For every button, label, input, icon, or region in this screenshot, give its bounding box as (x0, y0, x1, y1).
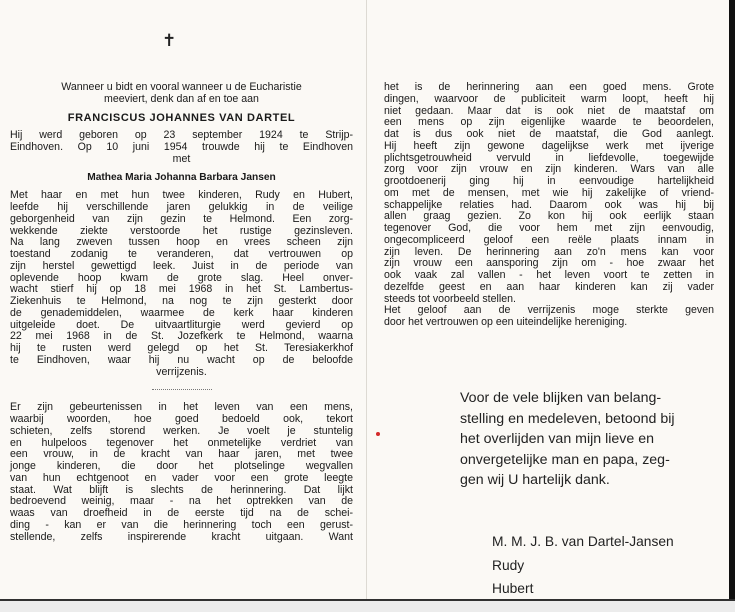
thanks-line: het overlijden van mijn lieve en (460, 431, 655, 448)
biography (10, 190, 353, 378)
reflection-line: waarbij woorden, hoe goed bedoeld ook, tekort (10, 413, 353, 425)
spouse-name: Mathea Maria Johanna Barbara Jansen (87, 171, 276, 183)
bio-line: wekkende ziekte verstoorde het rustige gezinsleven. (10, 224, 353, 237)
birth-line: met (172, 152, 191, 165)
right-line: steeds tot voorbeeld stellen. (384, 292, 516, 305)
right-line: grootdoenerij ging hij in eenvoudige hartelijkheid (384, 175, 714, 187)
thanks-line: onvergetelijke man en papa, zeg- (460, 451, 670, 468)
bio-line: de genademiddelen, waarmee de kerk haar kinderen (10, 306, 353, 319)
bio-line: verrijzenis. (156, 365, 207, 378)
bio-line: leefde hij verschillende jaren gelukkig in de veilige (10, 201, 353, 213)
signatories (492, 530, 674, 601)
right-line: allen graag gezien. Zo kon hij ook eerlijk staan (384, 210, 714, 223)
birth-line: Hij werd geboren op 23 september 1924 te Strijp- (10, 129, 353, 142)
closing-line: Het geloof aan de verrijzenis moge sterkte geven (384, 304, 714, 317)
thanks-line: gen wij U hartelijk dank. (460, 472, 610, 489)
bio-line: Na lang zweven tussen hoop en vrees scheen zijn (10, 236, 353, 249)
right-page (384, 82, 714, 329)
reflection-line: staat. Wat blijft is slechts de herinnering. Dat lijkt (10, 483, 353, 496)
reflection-line: en hulpeloos tegenover het onmetelijke verdriet van (10, 436, 353, 449)
scan-edge-bottom (0, 599, 735, 612)
section-divider (152, 389, 212, 390)
signer-name: M. M. J. B. van Dartel-Jansen (492, 534, 674, 549)
left-page (10, 82, 353, 543)
red-dot-mark (376, 432, 380, 436)
bio-line: zijn herstel gewettigd leek. Juist in de periode van (10, 259, 353, 272)
birth-line: Eindhoven. Op 10 juni 1954 trouwde hij te Eindhoven (10, 141, 353, 153)
right-line: dezelfde geest en aan haar kinderen kan zij vader (384, 280, 714, 293)
right-line: dingen, waarvoor de publiciteit warm loopt, heeft hij (384, 92, 714, 105)
closing-line: door het vertrouwen op een uiteindelijke hereniging. (384, 316, 628, 328)
right-line: tegenover God, die voor hem met zijn eenvoudig, (384, 222, 714, 234)
cross-icon: ✝ (162, 31, 177, 51)
reflection-line: Er zijn gebeurtenissen in het leven van een mens, (10, 401, 353, 414)
bio-line: 22 mei 1968 in de St. Jozefkerk te Helmond, waarna (10, 330, 353, 343)
right-line: een mens op zijn eigenlijke waarde te beoordelen, (384, 116, 714, 129)
right-line: schappelijke relaties had. Daarom ook was hij bij (384, 198, 714, 211)
right-line: dat is dus ook niet de maatstaf, die God aanlegt. (384, 128, 714, 140)
thanks-line: Voor de vele blijken van belang- (460, 390, 662, 406)
bio-line: geborgenheid van zijn gezin te Helmond. Een zorg- (10, 212, 353, 225)
right-line: ook vaak zal vallen - het leven voort te zetten in (384, 269, 714, 281)
right-line: niet gedaan. Maar dat is ook niet de maatstaf om (384, 104, 714, 117)
reflection-line: waas van droefheid in de eerste tijd na de schei- (10, 507, 353, 519)
bio-line: wacht stierf hij op 18 mei 1968 in het St. Lambertus- (10, 283, 353, 296)
intro-line: Wanneer u bidt en vooral wanneer u de Eucharistie (61, 81, 302, 93)
right-line: het is de herinnering aan een goed mens. Grote (384, 81, 714, 93)
scan-edge-right (729, 0, 735, 612)
reflection-line: jonge kinderen, die door het plotselinge wegvallen (10, 460, 353, 472)
bio-line: Ziekenhuis te Helmond, na nog te zijn gesterkt door (10, 295, 353, 307)
intro-line: meeviert, denk dan af en toe aan (104, 92, 259, 105)
right-line: Hij heeft zijn gewone dagelijkse werk met ijverige (384, 139, 714, 152)
right-line: zorg voor zijn vrouw en zijn kinderen. Wars van alle (384, 163, 714, 176)
bio-line: Met haar en met hun twee kinderen, Rudy en Hubert, (10, 189, 353, 202)
right-line: zijn leven. De herinnering aan zo'n mens kan voor (384, 245, 714, 258)
reflection-line: ding - kan er van die herinnering toch een gerust- (10, 518, 353, 531)
bio-line: toestand zodanig te veranderen, dat vertrouwen op (10, 248, 353, 260)
bio-line: oplevende hoop kwam de grote slag. Heel onver- (10, 271, 353, 284)
right-line: ongecompliceerd geloof een reële plaats innam in (384, 233, 714, 246)
reflection-line: schieten, zelfs storend werken. Je voelt je stuntelig (10, 424, 353, 437)
reflection-line: bedroevend weinig, maar - na het optrekken van de (10, 495, 353, 508)
deceased-name: FRANCISCUS JOHANNES VAN DARTEL (67, 111, 296, 124)
reflection (10, 402, 353, 543)
thank-you-note (460, 388, 690, 491)
signer-name: Rudy (492, 557, 525, 573)
fold-line (366, 0, 367, 600)
signer-name: Hubert (492, 581, 534, 596)
right-line: zijn vrouw een aansporing zijn om - hoe zwaar het (384, 257, 714, 270)
bio-line: te Eindhoven, waar hij nu wacht op de beloofde (10, 353, 353, 366)
reflection-line: stellende, zelfs inspirerende kracht uitgaan. Want (10, 530, 353, 543)
right-line: plichtsgetrouwheid vervuld in liefdevolle, toegewijde (384, 151, 714, 164)
thanks-line: stelling en medeleven, betoond bij (460, 410, 675, 427)
right-line: om met de mensen, met wie hij zakelijke of vriend- (384, 186, 714, 199)
bio-line: hij te rusten werd gelegd op het St. Teresiakerkhof (10, 342, 353, 354)
reflection-line: van hun echtgenoot en vader voor een grote leegte (10, 471, 353, 484)
bio-line: uitgeleide doet. De uitvaartliturgie werd gevierd op (10, 318, 353, 331)
reflection-line: een vrouw, in de kracht van haar jaren, met twee (10, 448, 353, 461)
